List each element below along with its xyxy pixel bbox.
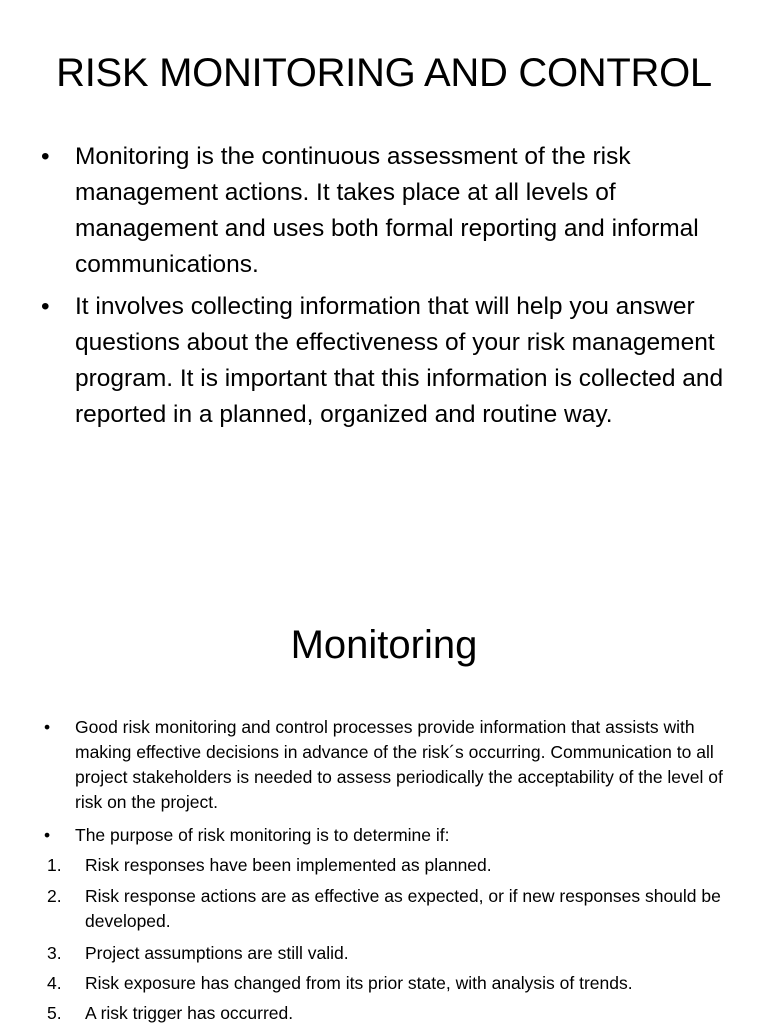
bullet-item [44, 715, 735, 815]
bullet-dot: • [44, 825, 51, 845]
slide-title: RISK MONITORING AND CONTROL [56, 51, 712, 95]
bullet-dot: • [41, 143, 50, 170]
numbered-item [47, 1001, 725, 1026]
item-text: Project assumptions are still valid. [85, 943, 349, 963]
item-text: Risk responses have been implemented as planned. [85, 855, 492, 875]
numbered-item [47, 884, 725, 934]
bullet-text: The purpose of risk monitoring is to determine if: [75, 825, 450, 845]
item-text: Risk response actions are as effective as expected, or if new responses should be developed. [85, 886, 721, 931]
item-number: 1. [47, 855, 62, 875]
numbered-item [47, 941, 725, 966]
numbered-item [47, 853, 725, 878]
slide-title: Monitoring [290, 623, 478, 667]
bullet-item [41, 289, 745, 433]
item-number: 3. [47, 943, 62, 963]
bullet-dot: • [41, 293, 50, 320]
bullet-text: Monitoring is the continuous assessment of the risk management actions. It takes place at all levels of management and uses both formal reporting and informal communications. [75, 143, 699, 278]
numbered-item [47, 971, 725, 996]
bullet-text: Good risk monitoring and control processes provide information that assists with making effective decisions in advance of the risk´s occurring. Communication to all project stakeholders is needed to assess periodically the acceptability of the level of risk on the project. [75, 717, 723, 812]
slide-monitoring [0, 590, 768, 1024]
bullet-item [44, 823, 735, 848]
item-number: 2. [47, 886, 62, 906]
bullet-dot: • [44, 717, 51, 737]
bullet-item [41, 139, 745, 283]
item-number: 4. [47, 973, 62, 993]
item-number: 5. [47, 1003, 62, 1023]
item-text: A risk trigger has occurred. [85, 1003, 294, 1023]
slide-risk-monitoring [0, 0, 768, 500]
bullet-text: It involves collecting information that will help you answer questions about the effectiveness of your risk management program. It is important that this information is collected and reported in a planned, organized and routine way. [75, 293, 724, 428]
item-text: Risk exposure has changed from its prior state, with analysis of trends. [85, 973, 633, 993]
